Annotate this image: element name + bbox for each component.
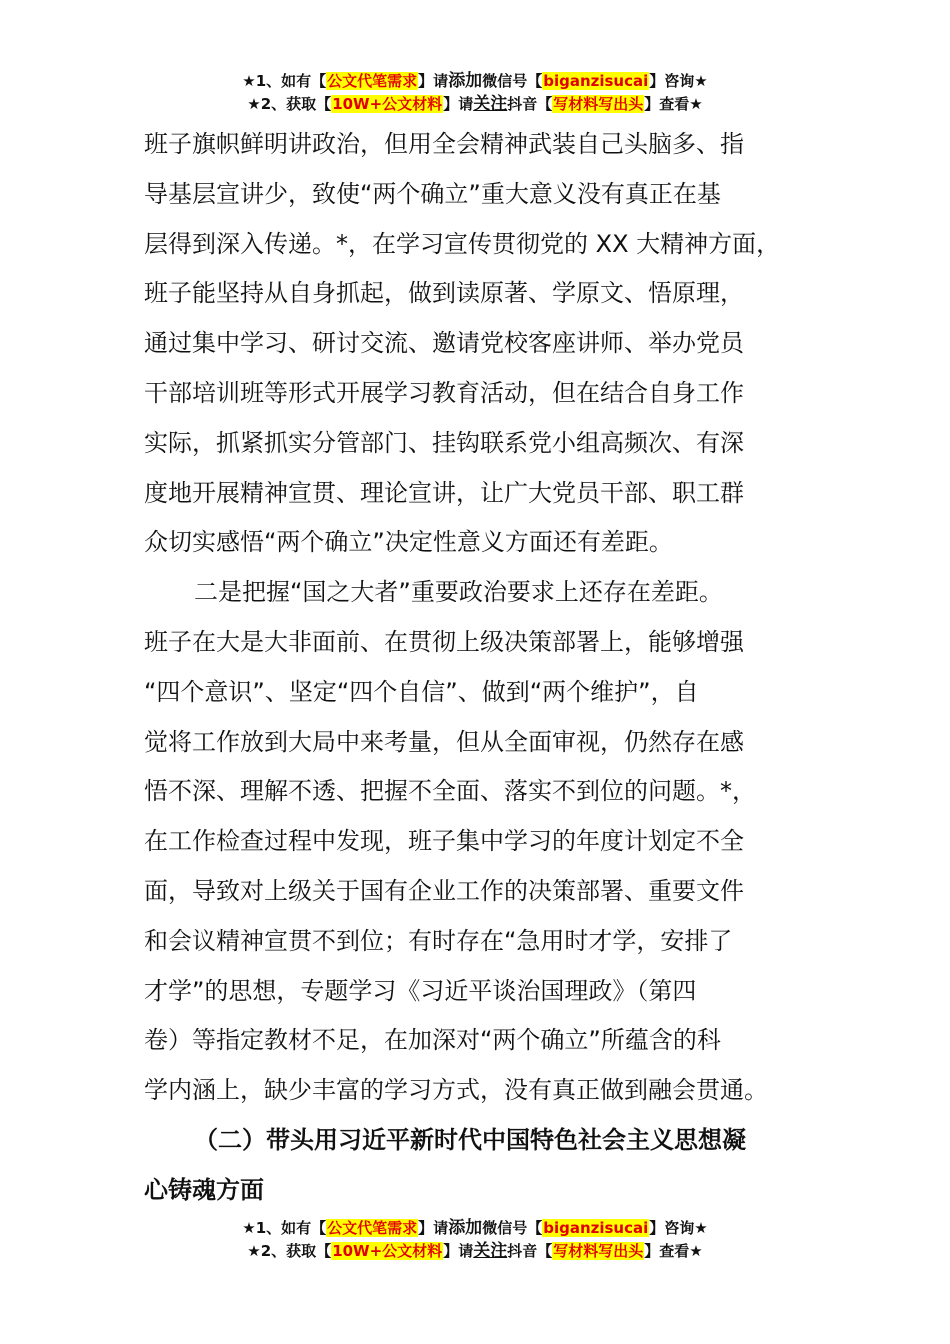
text-line: 才学”的思想，专题学习《习近平谈治国理政》（第四 [144,976,697,1005]
heading-line: 心铸魂方面 [144,1175,264,1204]
highlight-ghostwriting: 公文代笔需求 [327,72,418,90]
text-line: 在工作检查过程中发现，班子集中学习的年度计划定不全 [144,827,744,856]
highlight-ghostwriting: 公文代笔需求 [327,1219,418,1237]
paragraph-1 [144,120,834,568]
highlight-materials: 10W+公文材料 [332,1242,443,1260]
text-line: 实际，抓紧抓实分管部门、挂钩联系党小组高频次、有深 [144,428,744,457]
text-line: 卷）等指定教材不足，在加深对“两个确立”所蕴含的科 [144,1026,721,1055]
section-heading [144,1116,834,1216]
paragraph-2 [144,568,834,1116]
highlight-wechat-id: biganzisucai [543,72,649,90]
highlight-wechat-id: biganzisucai [543,1219,649,1237]
banner-line-2: ★2、获取【10W+公文材料】请关注抖音【写材料写出头】查看★ [247,94,703,114]
highlight-douyin: 写材料写出头 [553,1242,644,1260]
text-line: 学内涵上，缺少丰富的学习方式，没有真正做到融会贯通。 [144,1076,768,1105]
text-line: 班子能坚持从自身抓起，做到读原著、学原文、悟原理， [144,279,744,308]
text-line: 通过集中学习、研讨交流、邀请党校客座讲师、举办党员 [144,329,744,358]
banner-line-1: ★1、如有【公文代笔需求】请添加微信号【biganzisucai】咨询★ [242,1218,708,1238]
text-line: “四个意识”、坚定“四个自信”、做到“两个维护”，自 [144,677,699,706]
text-line: 觉将工作放到大局中来考量，但从全面审视，仍然存在感 [144,727,744,756]
heading-line: （二）带头用习近平新时代中国特色社会主义思想凝 [194,1125,746,1154]
text-line: 二是把握“国之大者”重要政治要求上还存在差距。 [194,578,723,607]
highlight-douyin: 写材料写出头 [553,95,644,113]
text-line: 和会议精神宣贯不到位；有时存在“急用时才学，安排了 [144,926,733,955]
document-body [144,120,834,1216]
text-line: 面，导致对上级关于国有企业工作的决策部署、重要文件 [144,876,744,905]
banner-line-2: ★2、获取【10W+公文材料】请关注抖音【写材料写出头】查看★ [247,1241,703,1261]
text-line: 班子旗帜鲜明讲政治，但用全会精神武装自己头脑多、指 [144,130,744,158]
text-line: 层得到深入传递。*，在学习宣传贯彻党的 XX 大精神方面， [144,229,781,258]
text-line: 众切实感悟“两个确立”决定性意义方面还有差距。 [144,528,673,557]
text-line: 度地开展精神宣贯、理论宣讲，让广大党员干部、职工群 [144,478,744,507]
top-banner [0,70,950,116]
text-line: 悟不深、理解不透、把握不全面、落实不到位的问题。*， [144,777,756,806]
banner-line-1: ★1、如有【公文代笔需求】请添加微信号【biganzisucai】咨询★ [242,71,708,91]
text-line: 班子在大是大非面前、在贯彻上级决策部署上，能够增强 [144,627,744,656]
text-line: 干部培训班等形式开展学习教育活动，但在结合自身工作 [144,378,744,407]
highlight-materials: 10W+公文材料 [332,95,443,113]
bottom-banner [0,1217,950,1263]
text-line: 导基层宣讲少，致使“两个确立”重大意义没有真正在基 [144,179,721,208]
